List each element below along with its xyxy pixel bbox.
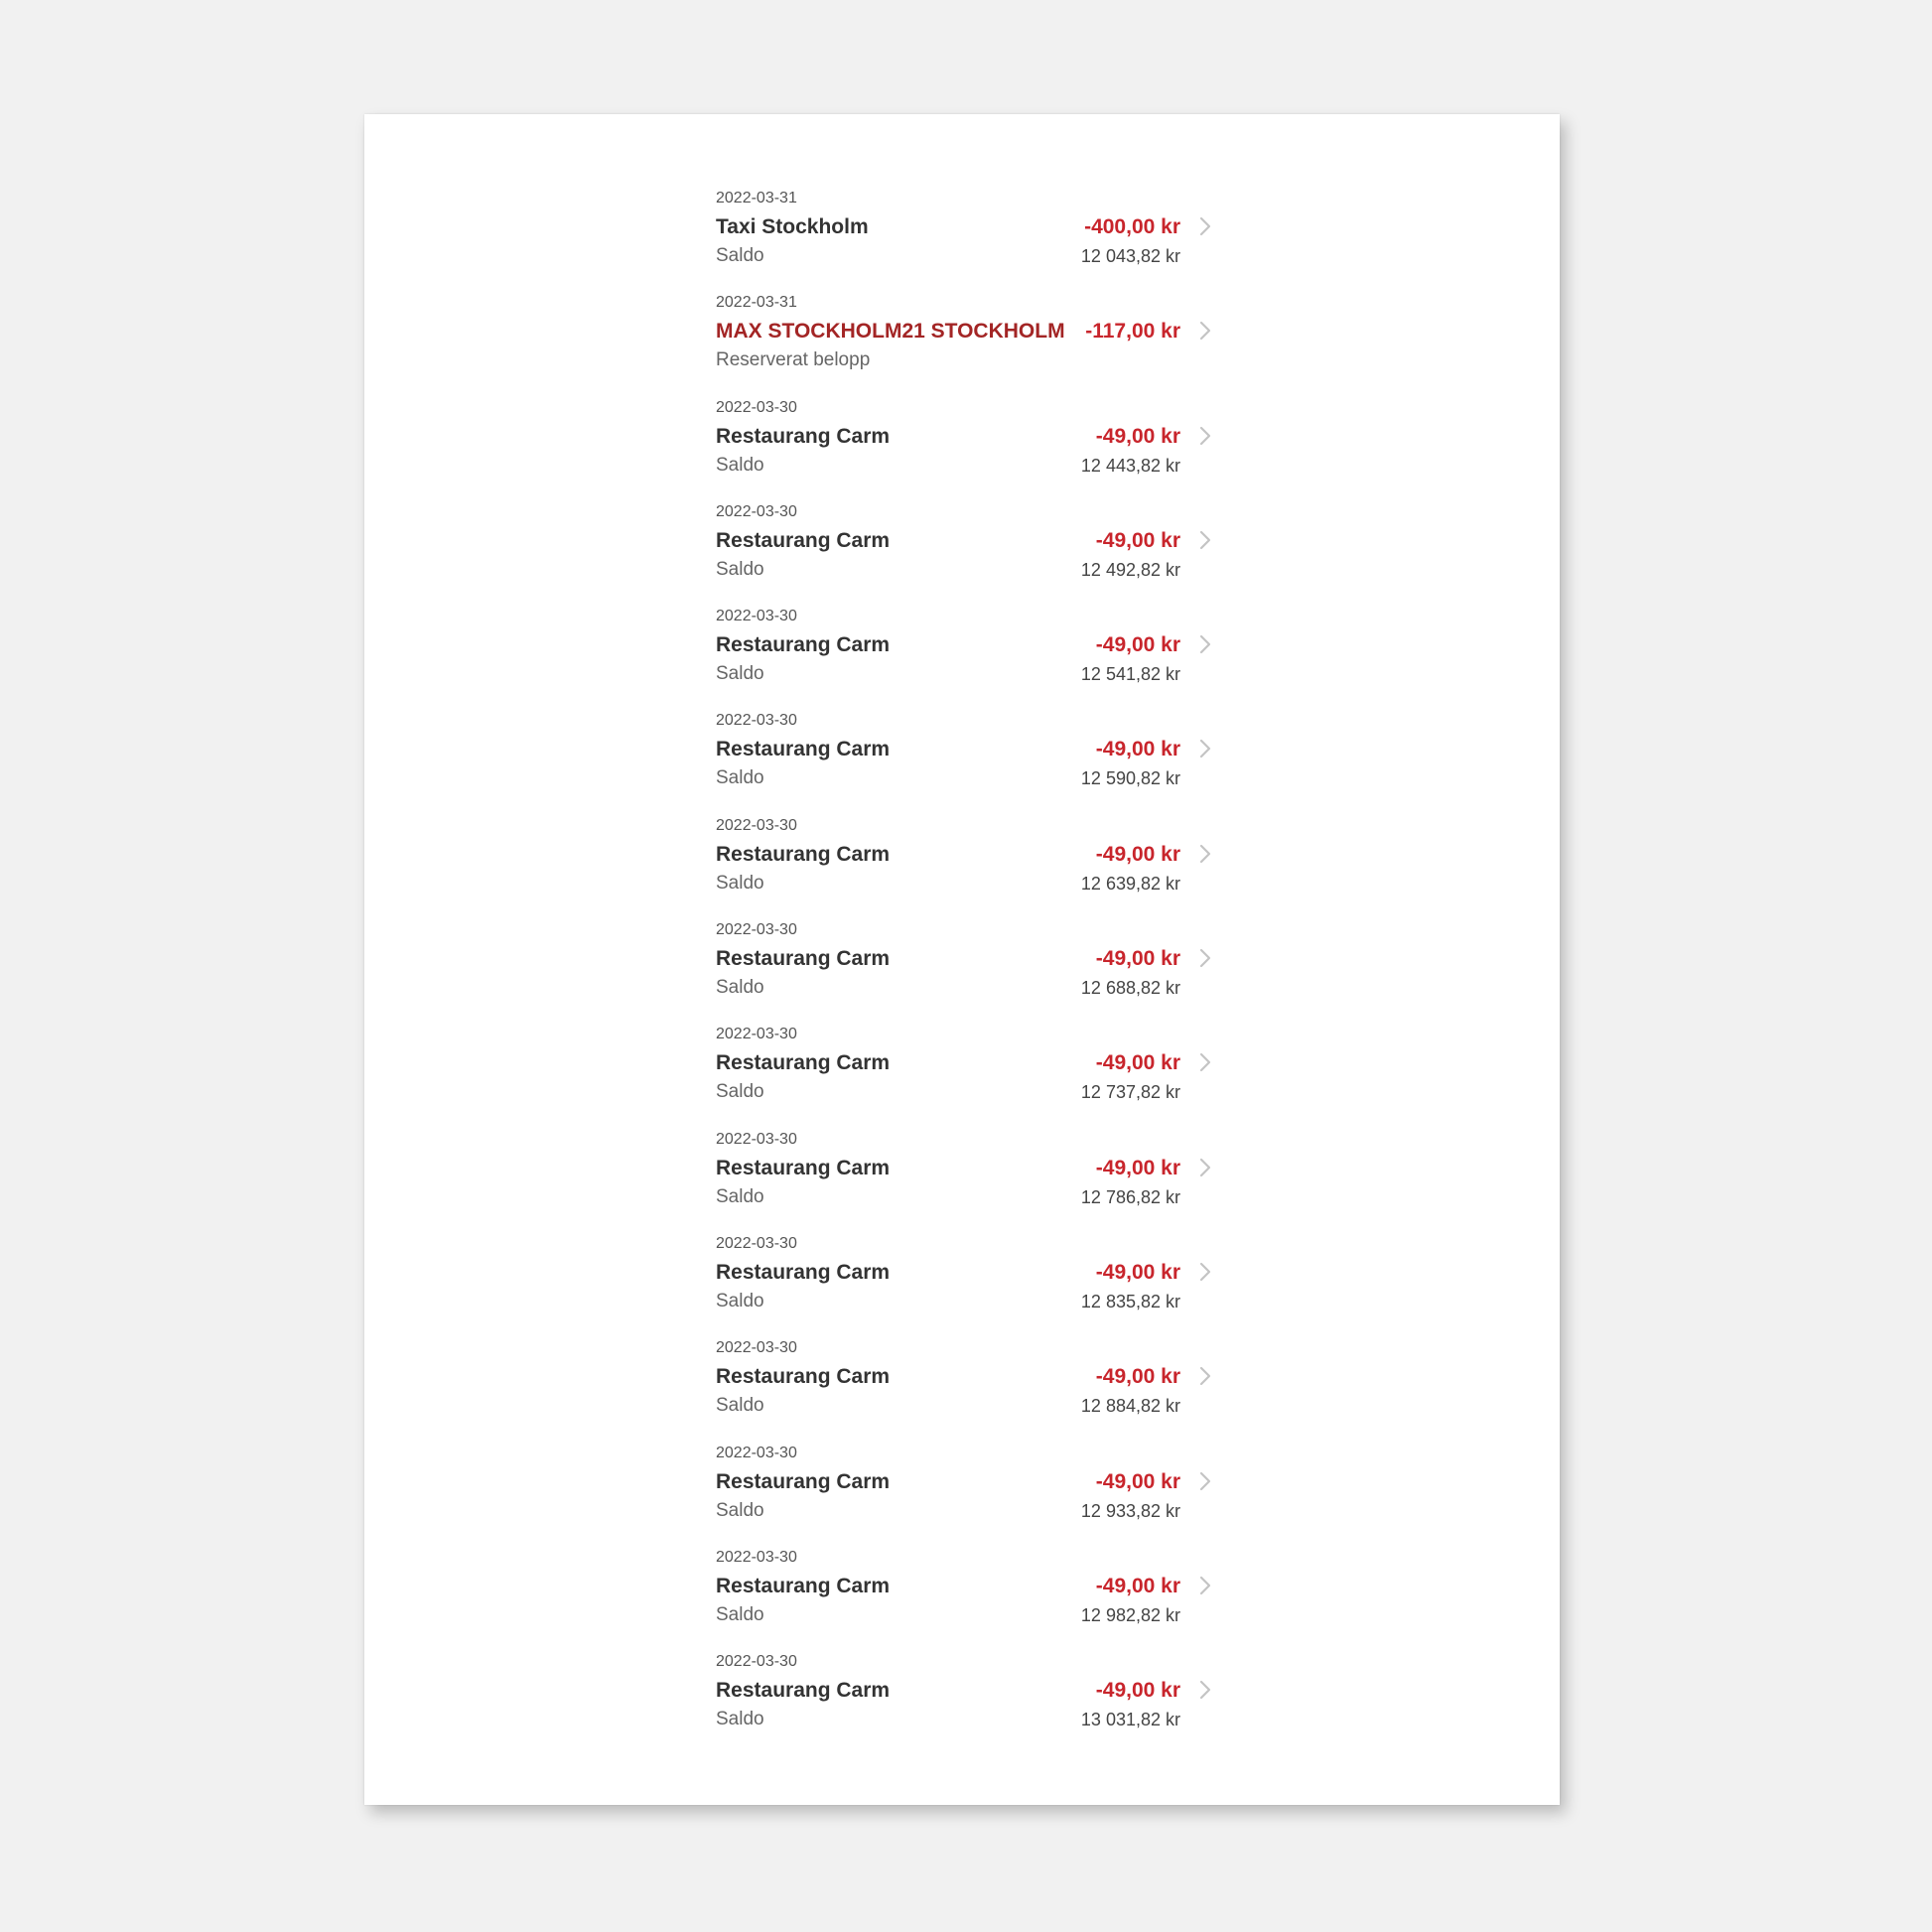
transaction-amount: -49,00 kr <box>1095 842 1180 866</box>
chevron-right-icon[interactable] <box>1198 1679 1212 1701</box>
transaction-date: 2022-03-31 <box>716 190 797 207</box>
transaction-amount: -400,00 kr <box>1084 215 1180 238</box>
transaction-amount: -49,00 kr <box>1095 633 1180 657</box>
transaction-merchant: Restaurang Carm <box>716 947 891 971</box>
transaction-row[interactable] <box>716 1235 1212 1339</box>
transaction-balance-label: Saldo <box>716 558 764 580</box>
transaction-date: 2022-03-30 <box>716 1548 797 1566</box>
chevron-right-icon[interactable] <box>1198 1365 1212 1387</box>
transaction-balance-label: Saldo <box>716 977 764 999</box>
transaction-row[interactable] <box>716 1026 1212 1130</box>
transaction-merchant: Restaurang Carm <box>716 1156 891 1179</box>
transaction-date: 2022-03-30 <box>716 1653 797 1671</box>
transaction-balance: 12 043,82 kr <box>1080 246 1180 266</box>
transaction-balance-label: Saldo <box>716 767 764 789</box>
transaction-date: 2022-03-30 <box>716 608 797 625</box>
transaction-amount: -49,00 kr <box>1095 1365 1180 1389</box>
transaction-balance-label: Saldo <box>716 245 764 266</box>
transaction-row[interactable] <box>716 1653 1212 1757</box>
transaction-reserved-label: Reserverat belopp <box>716 349 871 371</box>
transaction-amount: -49,00 kr <box>1095 1051 1180 1075</box>
transaction-date: 2022-03-30 <box>716 1130 797 1148</box>
transaction-merchant: Taxi Stockholm <box>716 215 869 238</box>
transaction-balance: 12 933,82 kr <box>1080 1500 1180 1521</box>
chevron-right-icon[interactable] <box>1198 529 1212 551</box>
transaction-merchant: Restaurang Carm <box>716 738 891 761</box>
transaction-balance: 12 786,82 kr <box>1080 1186 1180 1207</box>
transaction-list <box>716 190 1212 1757</box>
transaction-merchant: Restaurang Carm <box>716 1679 891 1703</box>
transaction-row[interactable] <box>716 921 1212 1026</box>
transaction-balance-label: Saldo <box>716 663 764 685</box>
transaction-amount: -49,00 kr <box>1095 424 1180 448</box>
transaction-date: 2022-03-30 <box>716 1444 797 1461</box>
transaction-merchant: Restaurang Carm <box>716 1469 891 1493</box>
transaction-balance-label: Saldo <box>716 454 764 476</box>
transaction-row[interactable] <box>716 1131 1212 1235</box>
transaction-balance-label: Saldo <box>716 1290 764 1311</box>
transaction-merchant: Restaurang Carm <box>716 1260 891 1284</box>
transaction-balance-label: Saldo <box>716 1709 764 1730</box>
transaction-merchant: Restaurang Carm <box>716 1051 891 1075</box>
transaction-amount: -49,00 kr <box>1095 1260 1180 1284</box>
transaction-merchant: Restaurang Carm <box>716 1574 891 1597</box>
transaction-date: 2022-03-30 <box>716 1234 797 1252</box>
transaction-balance-label: Saldo <box>716 1185 764 1207</box>
chevron-right-icon[interactable] <box>1198 1157 1212 1178</box>
transaction-balance: 12 443,82 kr <box>1080 455 1180 476</box>
transaction-merchant: Restaurang Carm <box>716 528 891 552</box>
transaction-row[interactable] <box>716 712 1212 816</box>
chevron-right-icon[interactable] <box>1198 1470 1212 1492</box>
transaction-balance-label: Saldo <box>716 1081 764 1103</box>
transaction-date: 2022-03-30 <box>716 712 797 730</box>
chevron-right-icon[interactable] <box>1198 1575 1212 1596</box>
transaction-balance: 13 031,82 kr <box>1080 1710 1180 1730</box>
chevron-right-icon[interactable] <box>1198 633 1212 655</box>
transaction-merchant: Restaurang Carm <box>716 1365 891 1389</box>
transaction-merchant: Restaurang Carm <box>716 424 891 448</box>
transaction-balance-label: Saldo <box>716 1499 764 1521</box>
transaction-balance: 12 835,82 kr <box>1080 1291 1180 1311</box>
chevron-right-icon[interactable] <box>1198 843 1212 865</box>
transaction-amount: -49,00 kr <box>1095 1469 1180 1493</box>
transaction-row[interactable] <box>716 503 1212 608</box>
document-page <box>364 114 1560 1805</box>
chevron-right-icon[interactable] <box>1198 425 1212 447</box>
chevron-right-icon[interactable] <box>1198 1261 1212 1283</box>
chevron-right-icon[interactable] <box>1198 738 1212 759</box>
transaction-balance: 12 492,82 kr <box>1080 559 1180 580</box>
transaction-balance-label: Saldo <box>716 1395 764 1417</box>
transaction-date: 2022-03-30 <box>716 1026 797 1043</box>
transaction-merchant: Restaurang Carm <box>716 842 891 866</box>
transaction-balance-label: Saldo <box>716 872 764 894</box>
transaction-row[interactable] <box>716 294 1212 398</box>
transaction-row[interactable] <box>716 608 1212 712</box>
chevron-right-icon[interactable] <box>1198 947 1212 969</box>
transaction-date: 2022-03-30 <box>716 398 797 416</box>
transaction-row[interactable] <box>716 1339 1212 1444</box>
transaction-amount: -49,00 kr <box>1095 528 1180 552</box>
transaction-amount: -49,00 kr <box>1095 1679 1180 1703</box>
transaction-balance: 12 590,82 kr <box>1080 768 1180 789</box>
transaction-balance-label: Saldo <box>716 1603 764 1625</box>
transaction-row[interactable] <box>716 1445 1212 1549</box>
transaction-date: 2022-03-30 <box>716 921 797 939</box>
transaction-row[interactable] <box>716 190 1212 294</box>
transaction-amount: -49,00 kr <box>1095 1574 1180 1597</box>
transaction-balance: 12 688,82 kr <box>1080 978 1180 999</box>
chevron-right-icon[interactable] <box>1198 1051 1212 1073</box>
transaction-balance: 12 541,82 kr <box>1080 664 1180 685</box>
transaction-balance: 12 982,82 kr <box>1080 1604 1180 1625</box>
chevron-right-icon[interactable] <box>1198 215 1212 237</box>
transaction-merchant: MAX STOCKHOLM21 STOCKHOLM <box>716 320 1065 344</box>
transaction-amount: -49,00 kr <box>1095 738 1180 761</box>
transaction-merchant: Restaurang Carm <box>716 633 891 657</box>
transaction-balance: 12 639,82 kr <box>1080 873 1180 894</box>
chevron-right-icon[interactable] <box>1198 320 1212 342</box>
transaction-balance: 12 737,82 kr <box>1080 1082 1180 1103</box>
transaction-date: 2022-03-30 <box>716 502 797 520</box>
transaction-amount: -117,00 kr <box>1085 320 1180 344</box>
transaction-balance: 12 884,82 kr <box>1080 1396 1180 1417</box>
transaction-amount: -49,00 kr <box>1095 1156 1180 1179</box>
transaction-row[interactable] <box>716 817 1212 921</box>
transaction-date: 2022-03-30 <box>716 1339 797 1357</box>
transaction-date: 2022-03-31 <box>716 294 797 312</box>
transaction-amount: -49,00 kr <box>1095 947 1180 971</box>
transaction-row[interactable] <box>716 399 1212 503</box>
transaction-row[interactable] <box>716 1549 1212 1653</box>
transaction-date: 2022-03-30 <box>716 816 797 834</box>
